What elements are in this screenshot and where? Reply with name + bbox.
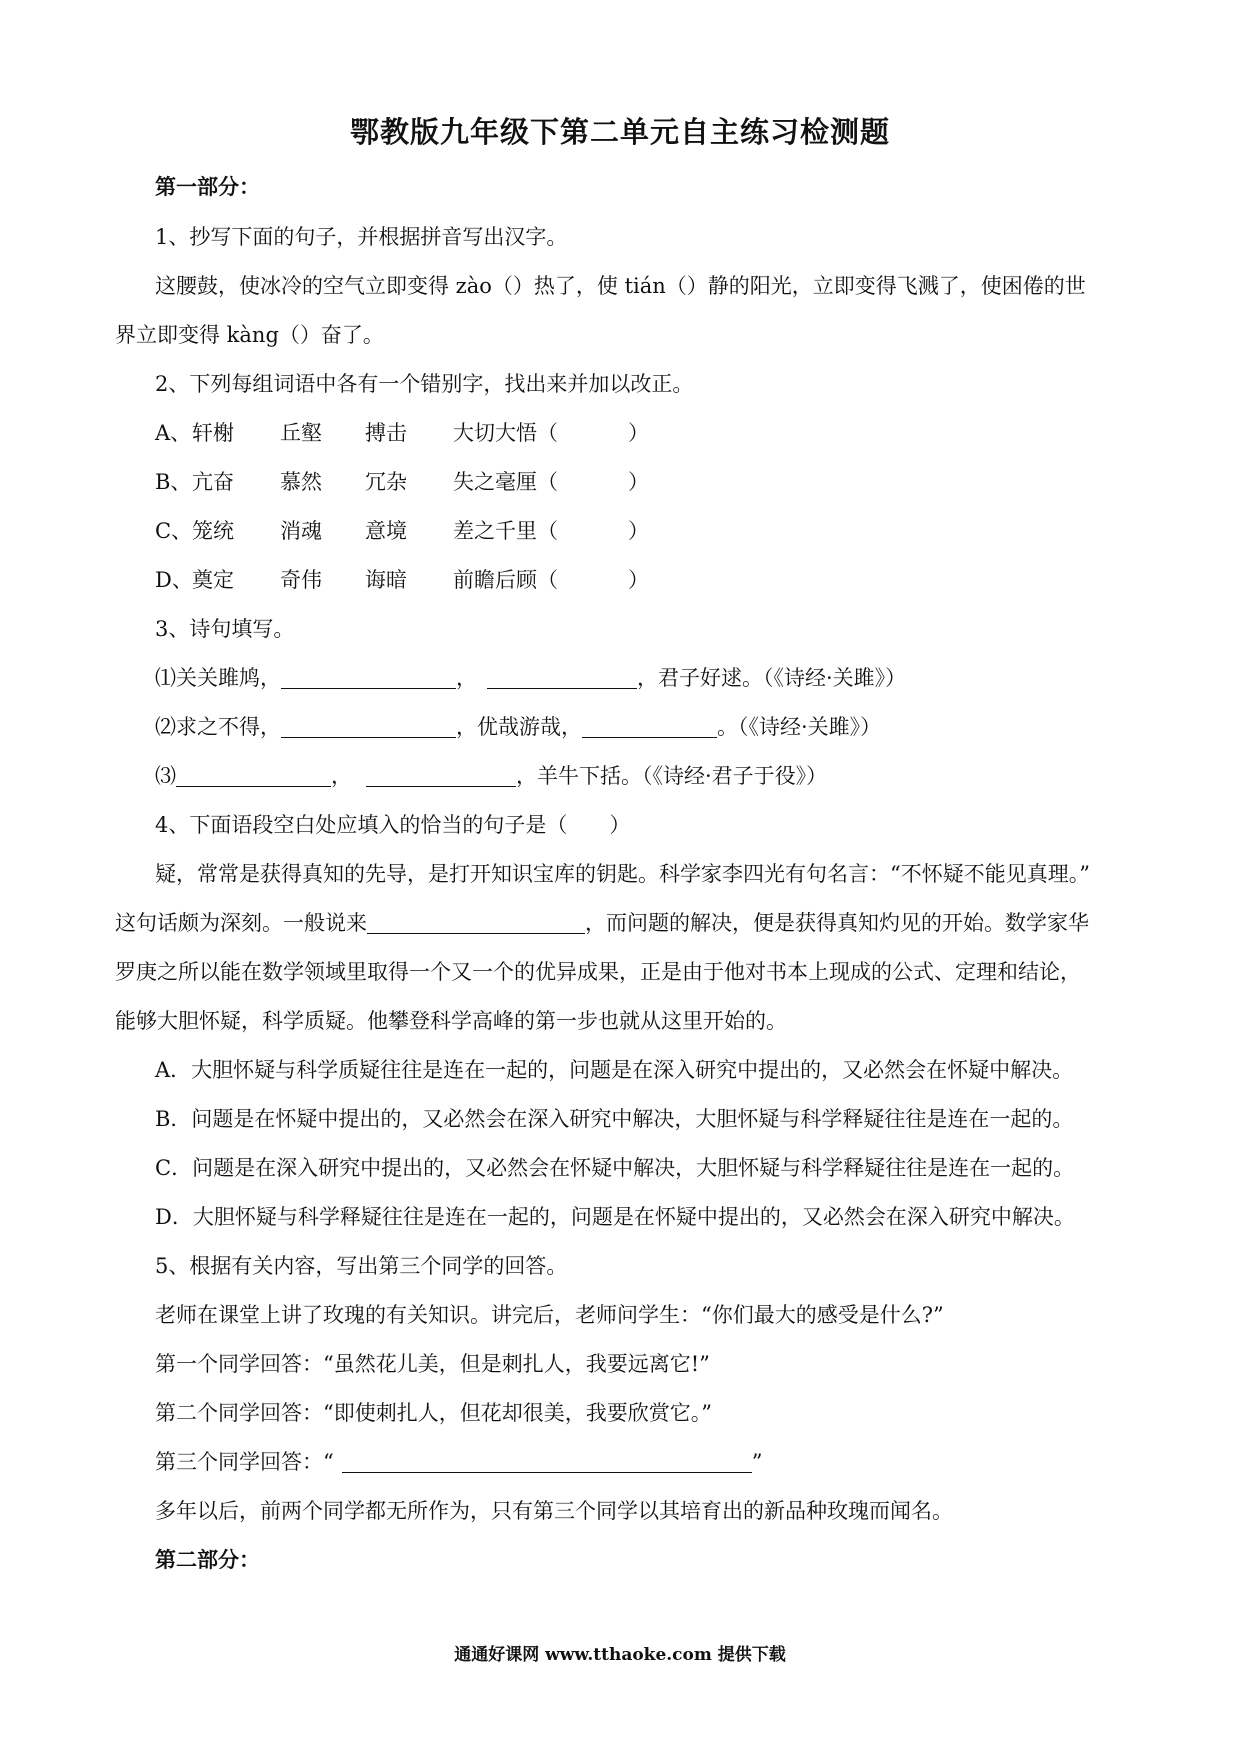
q3-text: ，君子好逑。（《诗经·关雎》）	[637, 666, 907, 690]
q2-word: 冗杂	[365, 470, 407, 494]
q2-row-label: D、	[155, 568, 193, 592]
q2-word: 前瞻后顾	[453, 568, 537, 592]
q1-line2: 界立即变得 kàng（）奋了。	[115, 323, 384, 347]
page-title: 鄂教版九年级下第二单元自主练习检测题	[349, 115, 890, 149]
q3-stem: 3、诗句填写。	[155, 617, 295, 641]
q2-word: 笼统	[192, 519, 234, 543]
q5-stem: 5、根据有关内容，写出第三个同学的回答。	[155, 1254, 568, 1278]
q5-line: 第一个同学回答：“虽然花儿美，但是刺扎人，我要远离它!”	[155, 1352, 710, 1376]
q2-row-label: B、	[155, 470, 192, 494]
q5-line: 第二个同学回答：“即使刺扎人，但花却很美，我要欣赏它。”	[155, 1401, 712, 1425]
answer-blank[interactable]	[281, 715, 456, 738]
q2-word: 轩榭	[192, 421, 234, 445]
q2-word: 意境	[365, 519, 407, 543]
q4-text: 这句话颇为深刻。一般说来	[115, 911, 367, 935]
q3-text: ⑶	[155, 764, 176, 788]
q2-word: 大切大悟	[453, 421, 537, 445]
q2-word: 诲暗	[365, 568, 407, 592]
q2-word: 搏击	[365, 421, 407, 445]
q5-text: 第三个同学回答：“	[155, 1450, 334, 1474]
q3-text: ⑵求之不得，	[155, 715, 281, 739]
q4-para-line	[115, 908, 1089, 938]
q2-paren-open: （	[537, 519, 558, 543]
q2-word: 奇伟	[280, 568, 322, 592]
q3-line3	[155, 761, 827, 791]
q2-paren-open: （	[537, 568, 558, 592]
q1-stem: 1、抄写下面的句子，并根据拼音写出汉字。	[155, 225, 568, 249]
q4-para-line: 能够大胆怀疑，科学质疑。他攀登科学高峰的第一步也就从这里开始的。	[115, 1009, 787, 1033]
q5-line: 多年以后，前两个同学都无所作为，只有第三个同学以其培育出的新品种玫瑰而闻名。	[155, 1499, 953, 1523]
q2-paren-close: ）	[628, 519, 649, 543]
q5-text: ”	[751, 1450, 763, 1474]
q4-option-c: C．问题是在深入研究中提出的，又必然会在怀疑中解决，大胆怀疑与科学释疑往往是连在一起的。	[155, 1156, 1075, 1180]
q2-word: 失之毫厘	[453, 470, 537, 494]
q3-text: ，羊牛下括。（《诗经·君子于役》）	[516, 764, 828, 788]
q2-word: 差之千里	[453, 519, 537, 543]
q2-stem: 2、下列每组词语中各有一个错别字，找出来并加以改正。	[155, 372, 694, 396]
q3-text: ，	[331, 764, 352, 788]
q1-line1: 这腰鼓，使冰冷的空气立即变得 zào（）热了，使 tián（）静的阳光，立即变得飞溅了，使困倦的世	[155, 274, 1086, 298]
answer-blank[interactable]	[281, 666, 456, 689]
q2-word: 丘壑	[280, 421, 322, 445]
answer-blank[interactable]	[487, 666, 637, 689]
q2-paren-close: ）	[628, 568, 649, 592]
answer-blank[interactable]	[367, 911, 585, 934]
footer-source: 通通好课网 www.tthaoke.com 提供下载	[454, 1645, 786, 1665]
q3-line1	[155, 663, 906, 693]
q2-paren-close: ）	[628, 470, 649, 494]
part2-heading: 第二部分：	[155, 1547, 260, 1572]
q3-line2	[155, 712, 881, 742]
q3-text: ，	[456, 666, 477, 690]
q2-row-label: C、	[155, 519, 193, 543]
q3-text: ，优哉游哉，	[456, 715, 582, 739]
q2-word: 慕然	[280, 470, 322, 494]
q4-para-line: 疑，常常是获得真知的先导，是打开知识宝库的钥匙。科学家李四光有句名言：“不怀疑不能见真理。”	[155, 862, 1090, 886]
part1-heading: 第一部分：	[155, 174, 260, 199]
q4-stem: 4、下面语段空白处应填入的恰当的句子是（ ）	[155, 813, 631, 837]
q3-text: ⑴关关雎鸠，	[155, 666, 281, 690]
q2-word: 消魂	[280, 519, 322, 543]
q5-line	[155, 1447, 763, 1477]
q2-word: 亢奋	[192, 470, 234, 494]
q2-word: 奠定	[192, 568, 234, 592]
q2-row-label: A、	[155, 421, 192, 445]
answer-blank[interactable]	[342, 1450, 752, 1473]
q4-option-a: A．大胆怀疑与科学质疑往往是连在一起的，问题是在深入研究中提出的，又必然会在怀疑中解决。	[155, 1058, 1074, 1082]
answer-blank[interactable]	[176, 764, 331, 787]
answer-blank[interactable]	[366, 764, 516, 787]
q5-line: 老师在课堂上讲了玫瑰的有关知识。讲完后，老师问学生：“你们最大的感受是什么?”	[155, 1303, 944, 1327]
q4-option-b: B．问题是在怀疑中提出的，又必然会在深入研究中解决，大胆怀疑与科学释疑往往是连在一起的。	[155, 1107, 1074, 1131]
q4-option-d: D．大胆怀疑与科学释疑往往是连在一起的，问题是在怀疑中提出的，又必然会在深入研究中解决。	[155, 1205, 1075, 1229]
q4-para-line: 罗庚之所以能在数学领域里取得一个又一个的优异成果，正是由于他对书本上现成的公式、定理和结论，	[115, 960, 1081, 984]
answer-blank[interactable]	[582, 715, 717, 738]
q3-text: 。（《诗经·关雎》）	[717, 715, 882, 739]
q4-text: ，而问题的解决，便是获得真知灼见的开始。数学家华	[585, 911, 1089, 935]
q2-paren-open: （	[537, 421, 558, 445]
q2-paren-open: （	[537, 470, 558, 494]
q2-paren-close: ）	[628, 421, 649, 445]
